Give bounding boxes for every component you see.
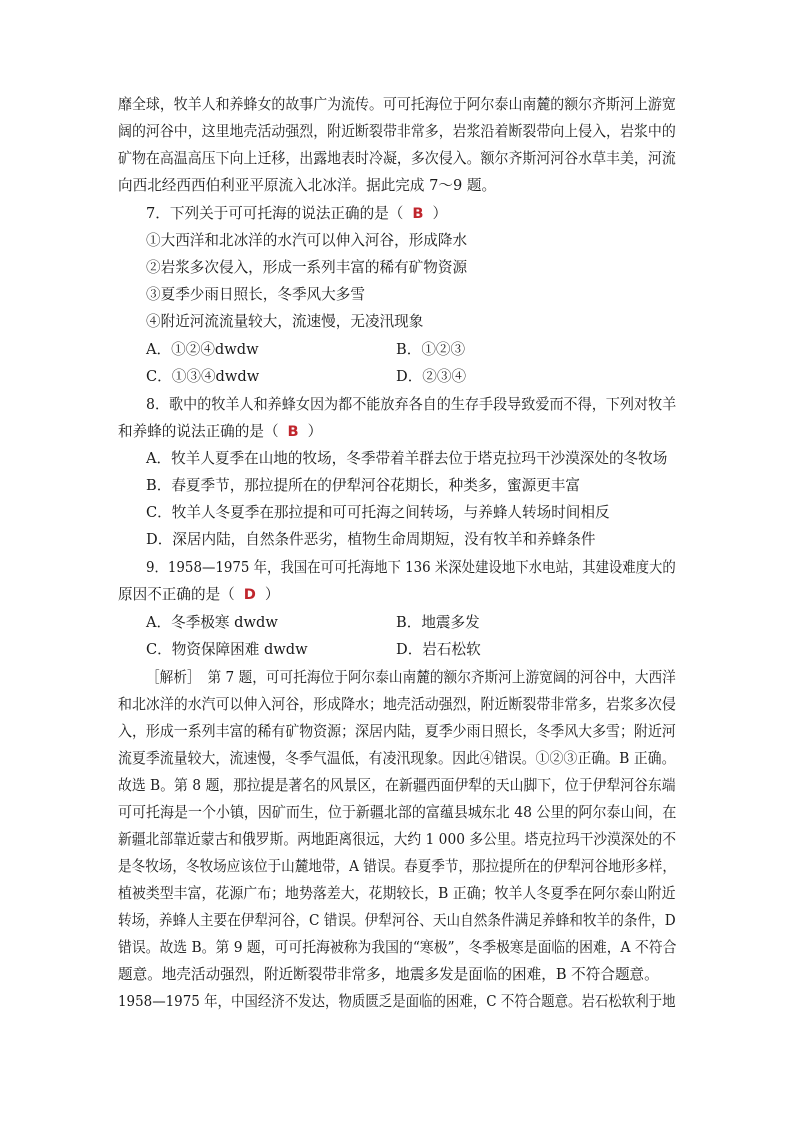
q9-stem-line-1: 9．1958—1975 年，我国在可可托海地下 136 米深处建设地下水电站，其建设难度大的 (146, 559, 676, 576)
intro-line-1: 靡全球，牧羊人和养蜂女的故事广为流传。可可托海位于阿尔泰山南麓的额尔齐斯河上游宽 (118, 96, 676, 113)
q9-option-c: C．物资保障困难 dwdw (146, 641, 308, 658)
q9-option-b: B．地震多发 (396, 614, 480, 631)
analysis-line-10: 转场，养蜂人主要在伊犁河谷，C 错误。伊犁河谷、天山自然条件满足养蜂和牧羊的条件，D (118, 912, 676, 929)
q9-stem-line-2 (118, 585, 280, 605)
analysis-line-13: 1958—1975 年，中国经济不发达，物质匮乏是面临的困难，C 不符合题意。岩石松软利于地 (118, 993, 676, 1010)
q8-stem-line-2 (118, 422, 322, 442)
analysis-line-2: 和北冰洋的水汽可以伸入河谷，形成降水；地壳活动强烈，附近断裂带非常多，岩浆多次侵 (118, 696, 676, 713)
analysis-line-11: 错误。故选 B。第 9 题，可可托海被称为我国的“寒极”，冬季极寒是面临的困难，A 不符合 (118, 939, 677, 956)
q9-stem-close: ） (264, 586, 280, 603)
q9-answer: D (243, 586, 256, 603)
analysis-line-1: ［解析］ 第 7 题，可可托海位于阿尔泰山南麓的额尔齐斯河上游宽阔的河谷中，大西洋 (146, 669, 676, 686)
q8-stem-close: ） (307, 423, 323, 440)
q7-stem (146, 204, 447, 224)
intro-line-4: 向西北经西西伯利亚平原流入北冰洋。据此完成 7～9 题。 (118, 177, 497, 194)
q7-stem-close: ） (432, 205, 448, 222)
q8-option-d: D．深居内陆，自然条件恶劣，植物生命周期短，没有牧羊和养蜂条件 (146, 531, 596, 548)
analysis-line-5: 故选 B。第 8 题，那拉提是著名的风景区，在新疆西面伊犁的天山脚下，位于伊犁河谷东端 (118, 777, 676, 794)
q7-option-a: A．①②④dwdw (146, 341, 259, 358)
analysis-line-7: 新疆北部靠近蒙古和俄罗斯。两地距离很远，大约 1 000 多公里。塔克拉玛干沙漠深处的不 (118, 831, 677, 848)
q9-stem-text: 原因不正确的是（ (118, 586, 235, 603)
q7-statement-4: ④附近河流流量较大，流速慢，无凌汛现象 (146, 313, 424, 330)
q7-statement-1: ①大西洋和北冰洋的水汽可以伸入河谷，形成降水 (146, 232, 468, 249)
analysis-line-12: 题意。地壳活动强烈，附近断裂带非常多，地震多发是面临的困难，B 不符合题意。 (118, 966, 659, 983)
intro-line-2: 阔的河谷中，这里地壳活动强烈，附近断裂带非常多，岩浆沿着断裂带向上侵入，岩浆中的 (118, 123, 676, 140)
q9-option-d: D．岩石松软 (396, 641, 481, 658)
analysis-line-9: 植被类型丰富，花源广布；地势落差大，花期较长，B 正确；牧羊人冬夏季在阿尔泰山附近 (118, 885, 676, 902)
analysis-line-8: 是冬牧场，冬牧场应该位于山麓地带，A 错误。春夏季节，那拉提所在的伊犁河谷地形多样， (118, 858, 676, 875)
q7-statement-2: ②岩浆多次侵入，形成一系列丰富的稀有矿物资源 (146, 259, 468, 276)
analysis-line-4: 流夏季流量较大，流速慢，冬季气温低，有凌汛现象。因此④错误。①②③正确。B 正确。 (118, 750, 676, 767)
q7-answer: B (412, 205, 424, 222)
q7-option-d: D．②③④ (396, 368, 467, 385)
q7-stem-text: 7．下列关于可可托海的说法正确的是（ (146, 205, 404, 222)
q9-option-a: A．冬季极寒 dwdw (146, 614, 278, 631)
q8-stem-text: 和养蜂的说法正确的是（ (118, 423, 279, 440)
q7-option-c: C．①③④dwdw (146, 368, 260, 385)
q8-stem-line-1: 8．歌中的牧羊人和养蜂女因为都不能放弃各自的生存手段导致爱而不得，下列对牧羊 (146, 396, 677, 413)
analysis-line-6: 可可托海是一个小镇，因矿而生，位于新疆北部的富蕴县城东北 48 公里的阿尔泰山间，在 (118, 804, 677, 821)
intro-line-3: 矿物在高温高压下向上迁移，出露地表时冷凝，多次侵入。额尔齐斯河河谷水草丰美，河流 (118, 150, 676, 167)
q8-option-b: B．春夏季节，那拉提所在的伊犁河谷花期长，种类多，蜜源更丰富 (146, 477, 580, 494)
q7-statement-3: ③夏季少雨日照长，冬季风大多雪 (146, 286, 365, 303)
q8-option-c: C．牧羊人冬夏季在那拉提和可可托海之间转场，与养蜂人转场时间相反 (146, 504, 610, 521)
q8-answer: B (287, 423, 299, 440)
q7-option-b: B．①②③ (396, 341, 466, 358)
analysis-line-3: 入，形成一系列丰富的稀有矿物资源；深居内陆，夏季少雨日照长，冬季风大多雪；附近河 (118, 723, 676, 740)
q8-option-a: A．牧羊人夏季在山地的牧场，冬季带着羊群去位于塔克拉玛干沙漠深处的冬牧场 (146, 450, 668, 467)
